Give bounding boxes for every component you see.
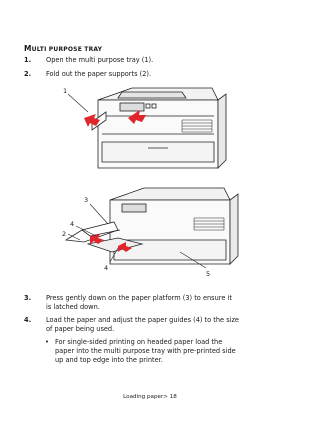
printer-illustration-paper-supports bbox=[60, 186, 240, 282]
callout-4-upper: 4 bbox=[70, 220, 75, 228]
callout-3: 3 bbox=[84, 196, 89, 204]
bullet-item bbox=[45, 338, 275, 365]
step-text: Open the multi purpose tray (1). bbox=[46, 56, 154, 64]
step-text-line: is latched down. bbox=[46, 303, 100, 311]
heading-initial: M bbox=[24, 44, 32, 53]
step-number: 1. bbox=[24, 56, 32, 64]
section-heading bbox=[24, 44, 102, 53]
bullet-text-line: paper into the multi purpose tray with pre-printed side bbox=[55, 347, 236, 355]
printer-illustration-open-tray bbox=[62, 82, 232, 178]
bullet-icon: • bbox=[45, 338, 49, 346]
callout-5: 5 bbox=[206, 270, 211, 278]
step-number: 4. bbox=[24, 316, 32, 324]
step-number: 2. bbox=[24, 70, 32, 78]
step-text-line: Press gently down on the paper platform (3) to ensure it bbox=[46, 294, 232, 302]
callout-1: 1 bbox=[63, 87, 68, 95]
bullet-text-line: up and top edge into the printer. bbox=[55, 356, 163, 364]
callout-2: 2 bbox=[62, 230, 67, 238]
page-footer: Loading paper> 18 bbox=[123, 394, 177, 400]
heading-rest: ULTI PURPOSE TRAY bbox=[31, 46, 103, 53]
bullet-text-line: For single-sided printing on headed paper load the bbox=[55, 338, 223, 346]
step-text: Fold out the paper supports (2). bbox=[46, 70, 152, 78]
callout-4-lower: 4 bbox=[104, 264, 109, 272]
step-text-line: Load the paper and adjust the paper guides (4) to the size bbox=[46, 316, 239, 324]
step-text-line: of paper being used. bbox=[46, 325, 115, 333]
step-number: 3. bbox=[24, 294, 32, 302]
